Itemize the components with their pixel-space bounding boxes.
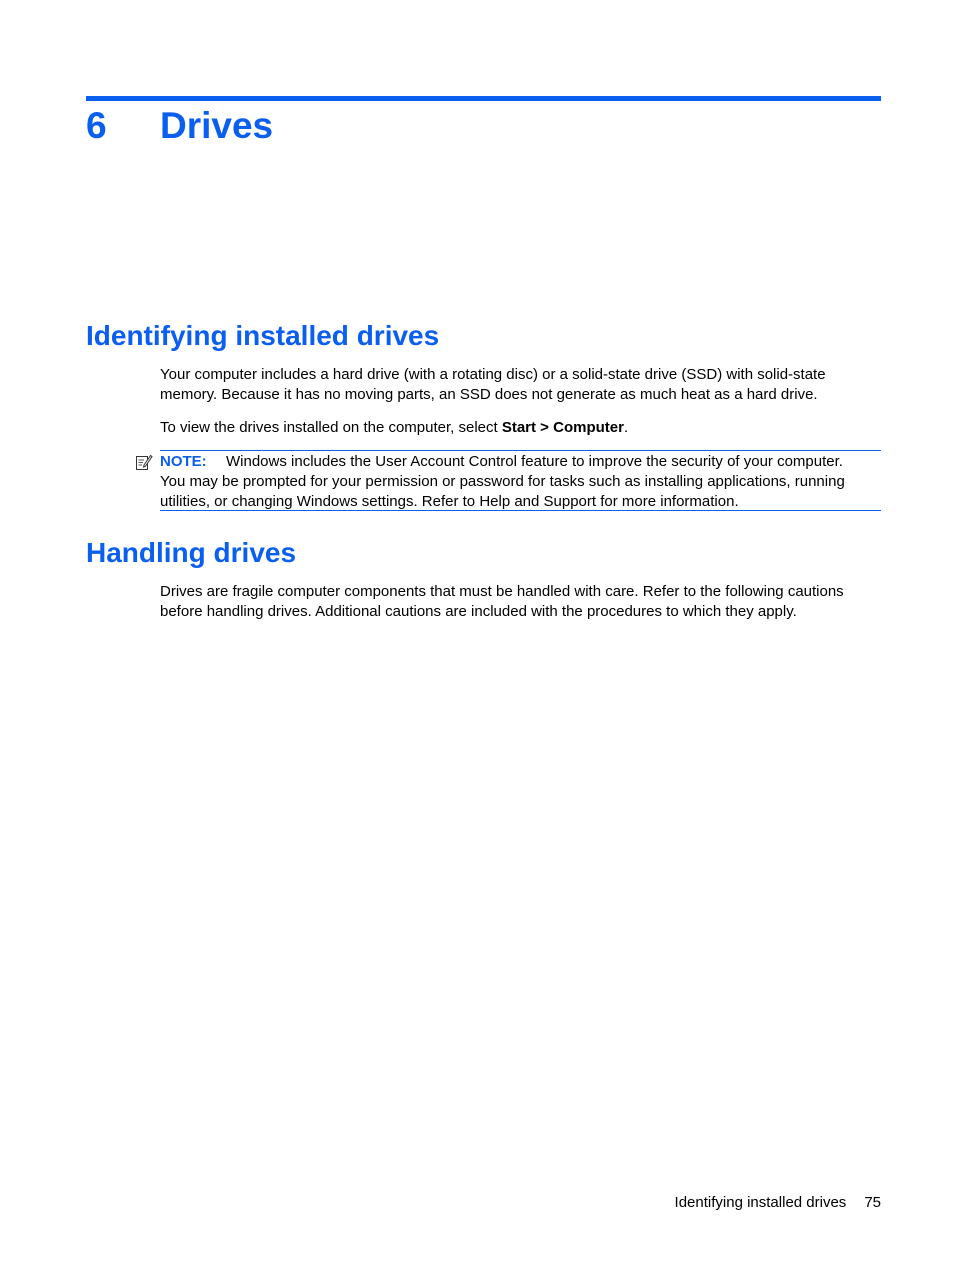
chapter-title <box>86 100 273 152</box>
menu-path: Start > Computer <box>501 419 624 436</box>
paragraph-text: To view the drives installed on the computer, select <box>160 419 502 436</box>
note-pencil-icon <box>135 453 153 471</box>
section-heading-handling-drives: Handling drives <box>86 537 297 568</box>
page-number: 75 <box>864 1194 881 1211</box>
paragraph-line: before handling drives. Additional cautions are included with the procedures to which they apply. <box>160 603 797 620</box>
page-footer <box>675 1193 881 1213</box>
handling-drives-paragraph <box>160 582 890 622</box>
view-drives-paragraph <box>160 418 890 438</box>
note-box <box>160 450 881 511</box>
note-text <box>160 452 845 512</box>
paragraph-text: . <box>623 419 629 436</box>
footer-section-title: Identifying installed drives <box>674 1194 847 1211</box>
section-heading-identifying-drives: Identifying installed drives <box>86 320 440 351</box>
chapter-title-text: Drives <box>160 105 274 146</box>
note-line: utilities, or changing Windows settings. Refer to Help and Support for more information. <box>160 493 739 510</box>
note-line: Windows includes the User Account Control feature to improve the security of your computer. <box>226 453 843 470</box>
identifying-drives-paragraph <box>160 365 890 405</box>
note-label: NOTE: <box>160 453 207 470</box>
paragraph-line: Drives are fragile computer components that must be handled with care. Refer to the following cautions <box>160 583 844 600</box>
note-line: You may be prompted for your permission or password for tasks such as installing applications, running <box>160 473 845 490</box>
chapter-number: 6 <box>86 105 107 146</box>
paragraph-line: memory. Because it has no moving parts, an SSD does not generate as much heat as a hard drive. <box>160 386 818 403</box>
paragraph-line: Your computer includes a hard drive (with a rotating disc) or a solid-state drive (SSD) with solid-state <box>160 366 826 383</box>
